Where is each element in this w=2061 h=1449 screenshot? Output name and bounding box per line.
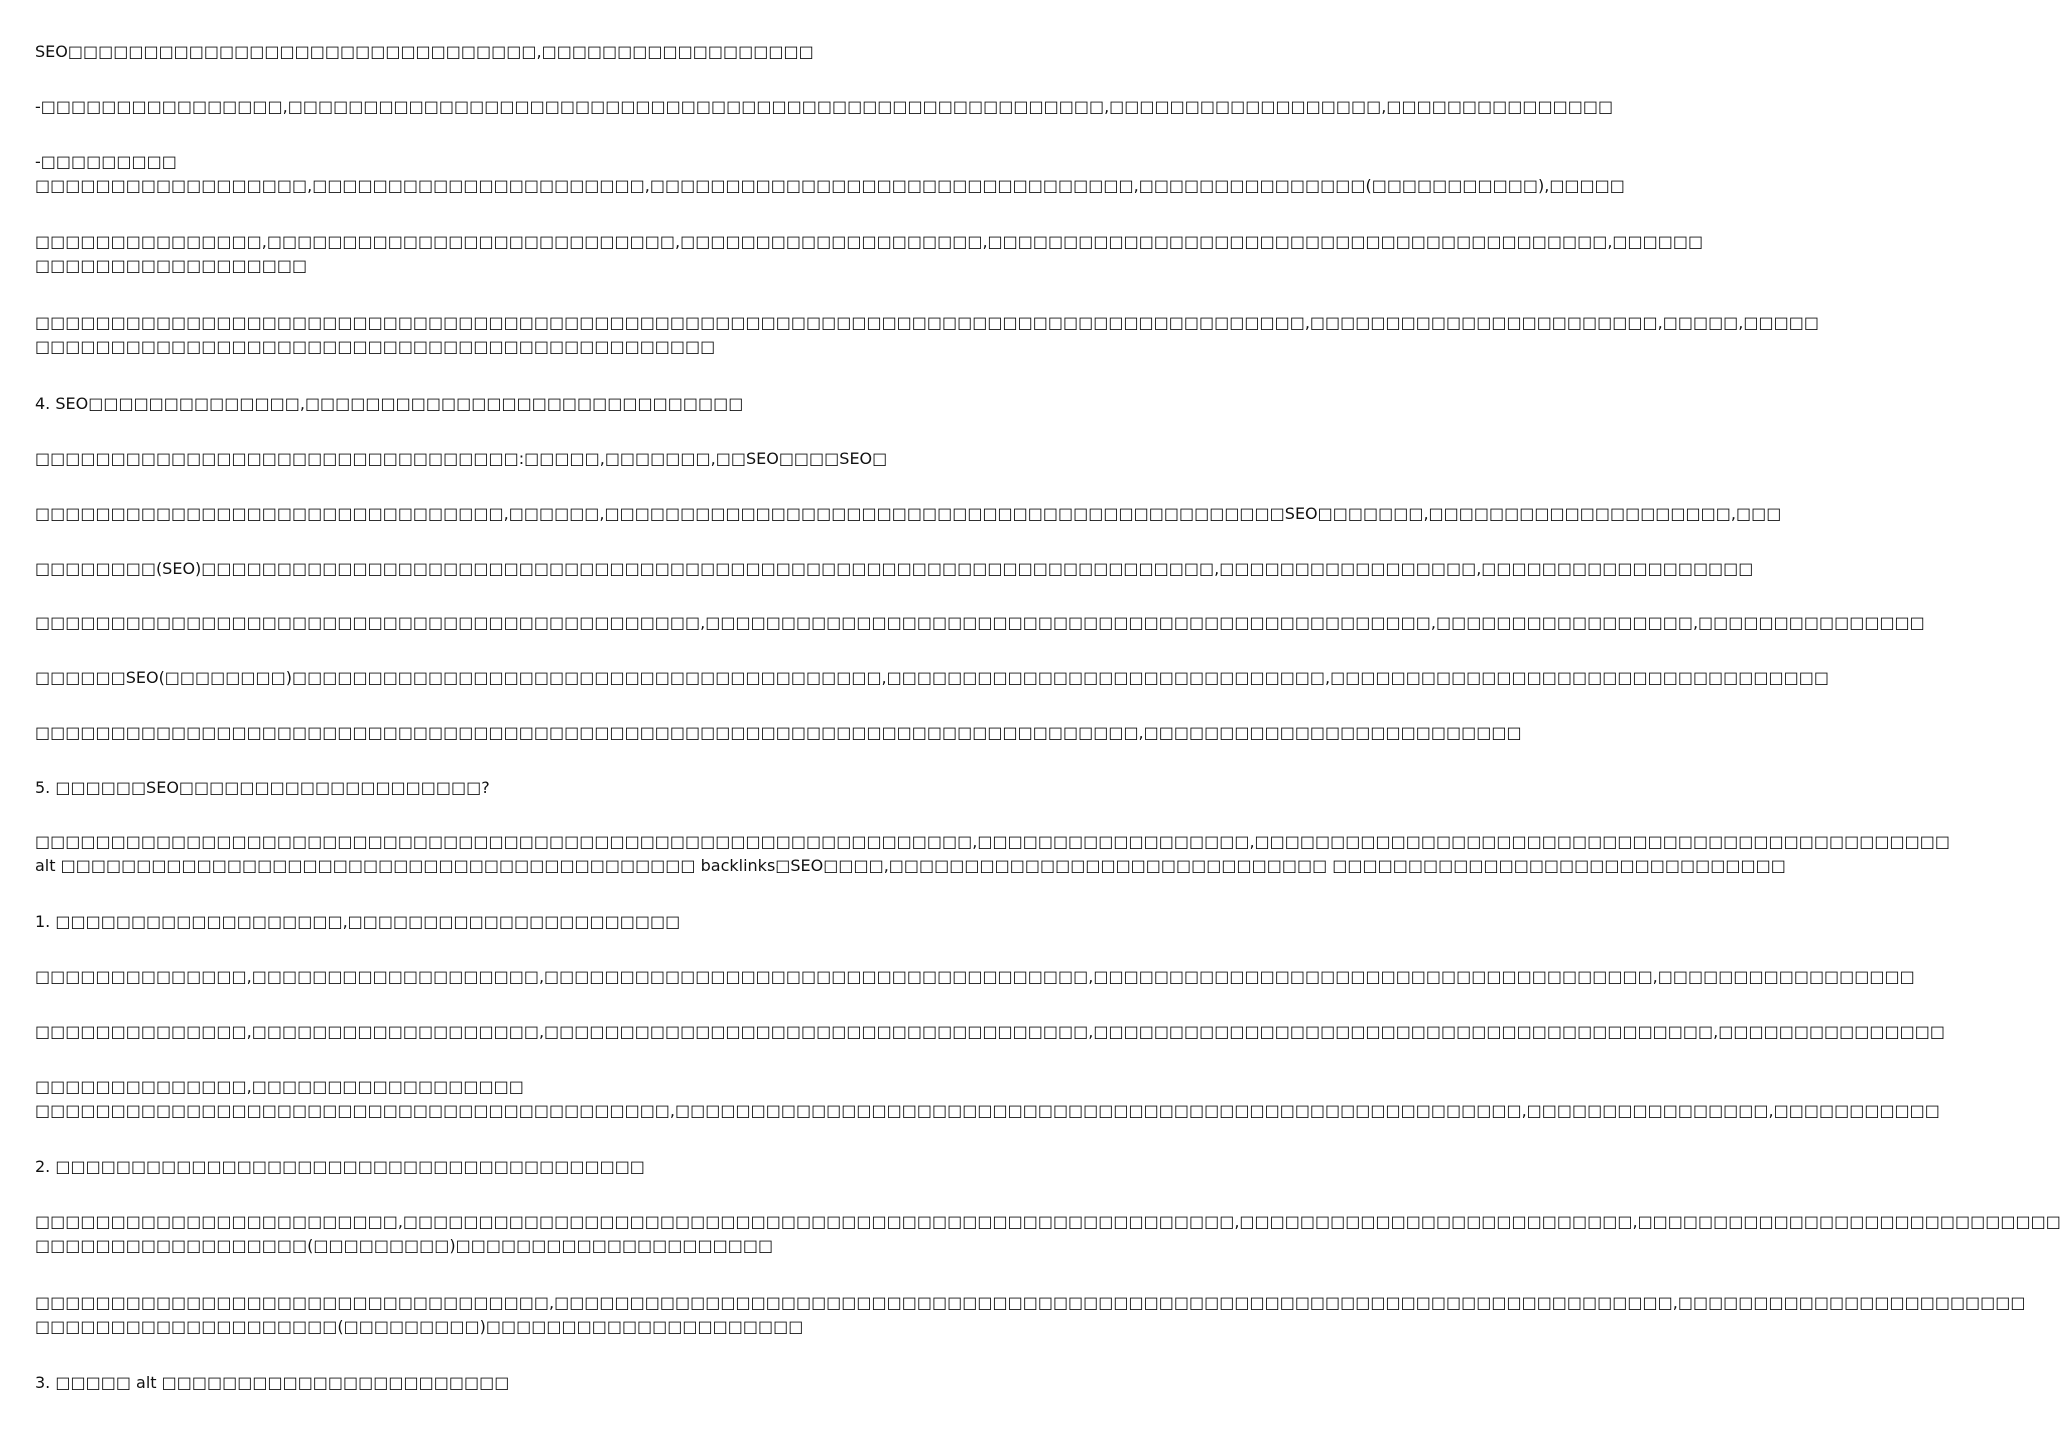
text-line: □□□□□□□□□□□□□□□□□□□□□□□□□□□□□□□□□□□□□□□□□□□□□□□□□□□□□□□□□□□□□□□□□□□□□□□□□□□□□□□□□□□□,□□□□□□□□□□□□□□□□□□□□□□□,□□□□□,□□□□□ (35, 313, 1819, 332)
text-line: -□□□□□□□□□□□□□□□□,□□□□□□□□□□□□□□□□□□□□□□□□□□□□□□□□□□□□□□□□□□□□□□□□□□□□□□,□□□□□□□□□□□□□□□□□□,□□□□□□□□□□□□□□□ (35, 97, 1614, 116)
paragraph-17 (35, 1291, 2026, 1339)
text-line: □□□□□□□□(SEO)□□□□□□□□□□□□□□□□□□□□□□□□□□□□□□□□□□□□□□□□□□□□□□□□□□□□□□□□□□□□□□□□□□□,□□□□□□□□□□□□□□□□□,□□□□□□□□□□□□□□□□□□ (35, 559, 1754, 578)
paragraph-7 (35, 502, 1782, 526)
paragraph-13 (35, 965, 1915, 989)
paragraph-16 (35, 1210, 2061, 1258)
paragraph-9 (35, 611, 1925, 635)
text-line: □□□□□□□□□□□□□□□□□□□□□□□□□□□□□□□□□□□□□□□□□□□□,□□□□□□□□□□□□□□□□□□□□□□□□□□□□□□□□□□□□□□□□□□□□□□□□,□□□□□□□□□□□□□□□□□,□□□□□□□□□□□□□□□ (35, 613, 1925, 632)
text-line: □□□□□□□□□□□□□□□□□□□□□□□□□□□□□□□□:□□□□□,□□□□□□□,□□SEO□□□□SEO□ (35, 449, 888, 468)
heading-5 (35, 776, 990, 800)
text-line: □□□□□□□□□□□□□□□□□□(□□□□□□□□□)□□□□□□□□□□□□□□□□□□□□□ (35, 1236, 774, 1255)
text-line: alt □□□□□□□□□□□□□□□□□□□□□□□□□□□□□□□□□□□□□□□□□□ backlinks□SEO□□□□,□□□□□□□□□□□□□□□□□□□□□□□□□□□□□ □□□□□□□□□□□□□□□□□□□□□□□□□□□□□□ (35, 856, 1786, 875)
text-line: □□□□□□□□□□□□□□□□□□□□□□□□□□□□□□□□□□□□□□□□□□□□□□□□□□□□□□□□□□□□□□□□□□□□□□□□□,□□□□□□□□□□□□□□□□□□□□□□□□□ (35, 723, 1522, 742)
paragraph-6 (35, 447, 990, 471)
paragraph-5 (35, 311, 1819, 359)
paragraph-14 (35, 1020, 1945, 1044)
text-line: SEO□□□□□□□□□□□□□□□□□□□□□□□□□□□□□□□,□□□□□□□□□□□□□□□□□□ (35, 42, 814, 61)
text-line: □□□□□□SEO(□□□□□□□□)□□□□□□□□□□□□□□□□□□□□□□□□□□□□□□□□□□□□□□□,□□□□□□□□□□□□□□□□□□□□□□□□□□□□□,□□□□□□□□□□□□□□□□□□□□□□□□□□□□□□□□□ (35, 668, 1829, 687)
text-line: □□□□□□□□□□□□□□□□□□,□□□□□□□□□□□□□□□□□□□□□□,□□□□□□□□□□□□□□□□□□□□□□□□□□□□□□□□,□□□□□□□□□□□□□□□(□□□□□□□□□□□),□□□□□ (35, 176, 1625, 195)
text-line: □□□□□□□□□□□□□□□□□□□□□□□□□□□□□□□□□□□□□□□□□□,□□□□□□□□□□□□□□□□□□□□□□□□□□□□□□□□□□□□□□□□□□□□□□□□□□□□□□□□,□□□□□□□□□□□□□□□□,□□□□□□□□□□□ (35, 1101, 1940, 1120)
paragraph-8 (35, 557, 1754, 581)
text-line: 2. □□□□□□□□□□□□□□□□□□□□□□□□□□□□□□□□□□□□□□□ (35, 1157, 645, 1176)
text-line: 1. □□□□□□□□□□□□□□□□□□□,□□□□□□□□□□□□□□□□□□□□□□ (35, 912, 681, 931)
text-line: 3. □□□□□ alt □□□□□□□□□□□□□□□□□□□□□□□ (35, 1373, 510, 1392)
paragraph-10 (35, 666, 1829, 690)
text-line: □□□□□□□□□□□□□□□□□□□□□□□□□□□□□□□□□□□□□□□□□□□□□ (35, 337, 716, 356)
heading-4 (35, 392, 990, 416)
text-line: -□□□□□□□□□ (35, 152, 177, 171)
text-line: □□□□□□□□□□□□□□□□□□□□□□□□,□□□□□□□□□□□□□□□□□□□□□□□□□□□□□□□□□□□□□□□□□□□□□□□□□□□□□□□,□□□□□□□□□□□□□□□□□□□□□□□□□□,□□□□□□□□□□□□□□□□□□□□□□□□□□□□ (35, 1212, 2061, 1231)
text-line: □□□□□□□□□□□□□□□□□□□□□□□□□□□□□□□□□□□□□□□□□□□□□□□□□□□□□□□□□□□□□□,□□□□□□□□□□□□□□□□□□,□□□□□□□□□□□□□□□□□□□□□□□□□□□□□□□□□□□□□□□□□□□□□□ (35, 832, 1950, 851)
paragraph-1 (35, 40, 990, 64)
text-line: □□□□□□□□□□□□□□□,□□□□□□□□□□□□□□□□□□□□□□□□□□□,□□□□□□□□□□□□□□□□□□□□,□□□□□□□□□□□□□□□□□□□□□□□□□□□□□□□□□□□□□□□□□,□□□□□□ (35, 232, 1704, 251)
heading-2 (35, 1155, 990, 1179)
paragraph-4 (35, 230, 1704, 278)
text-line: □□□□□□□□□□□□□□□□□□□□□□□□□□□□□□□,□□□□□□,□□□□□□□□□□□□□□□□□□□□□□□□□□□□□□□□□□□□□□□□□□□□□SEO□□□□□□□,□□□□□□□□□□□□□□□□□□□□,□□□ (35, 504, 1782, 523)
paragraph-2 (35, 95, 1614, 119)
paragraph-11 (35, 721, 1522, 745)
paragraph-3 (35, 150, 1625, 198)
document-page (35, 0, 2061, 1449)
heading-1 (35, 910, 990, 934)
text-line: □□□□□□□□□□□□□□,□□□□□□□□□□□□□□□□□□ (35, 1077, 524, 1096)
text-line: □□□□□□□□□□□□□□□□□□ (35, 256, 308, 275)
text-line: □□□□□□□□□□□□□□□□□□□□□□□□□□□□□□□□□□,□□□□□□□□□□□□□□□□□□□□□□□□□□□□□□□□□□□□□□□□□□□□□□□□□□□□□□□□□□□□□□□□□□□□□□□□□□,□□□□□□□□□□□□□□□□□□□□□□□ (35, 1293, 2026, 1312)
text-line: □□□□□□□□□□□□□□,□□□□□□□□□□□□□□□□□□□,□□□□□□□□□□□□□□□□□□□□□□□□□□□□□□□□□□□□,□□□□□□□□□□□□□□□□□□□□□□□□□□□□□□□□□□□□□□□□□,□□□□□□□□□□□□□□□ (35, 1022, 1945, 1041)
paragraph-15 (35, 1075, 1940, 1123)
text-line: □□□□□□□□□□□□□□□□□□□□(□□□□□□□□□)□□□□□□□□□□□□□□□□□□□□□ (35, 1317, 804, 1336)
paragraph-12 (35, 830, 1950, 878)
text-line: 5. □□□□□□SEO□□□□□□□□□□□□□□□□□□□□? (35, 778, 490, 797)
heading-3 (35, 1371, 990, 1395)
text-line: □□□□□□□□□□□□□□,□□□□□□□□□□□□□□□□□□□,□□□□□□□□□□□□□□□□□□□□□□□□□□□□□□□□□□□□,□□□□□□□□□□□□□□□□□□□□□□□□□□□□□□□□□□□□□,□□□□□□□□□□□□□□□□□ (35, 967, 1915, 986)
text-line: 4. SEO□□□□□□□□□□□□□□,□□□□□□□□□□□□□□□□□□□□□□□□□□□□□ (35, 394, 744, 413)
